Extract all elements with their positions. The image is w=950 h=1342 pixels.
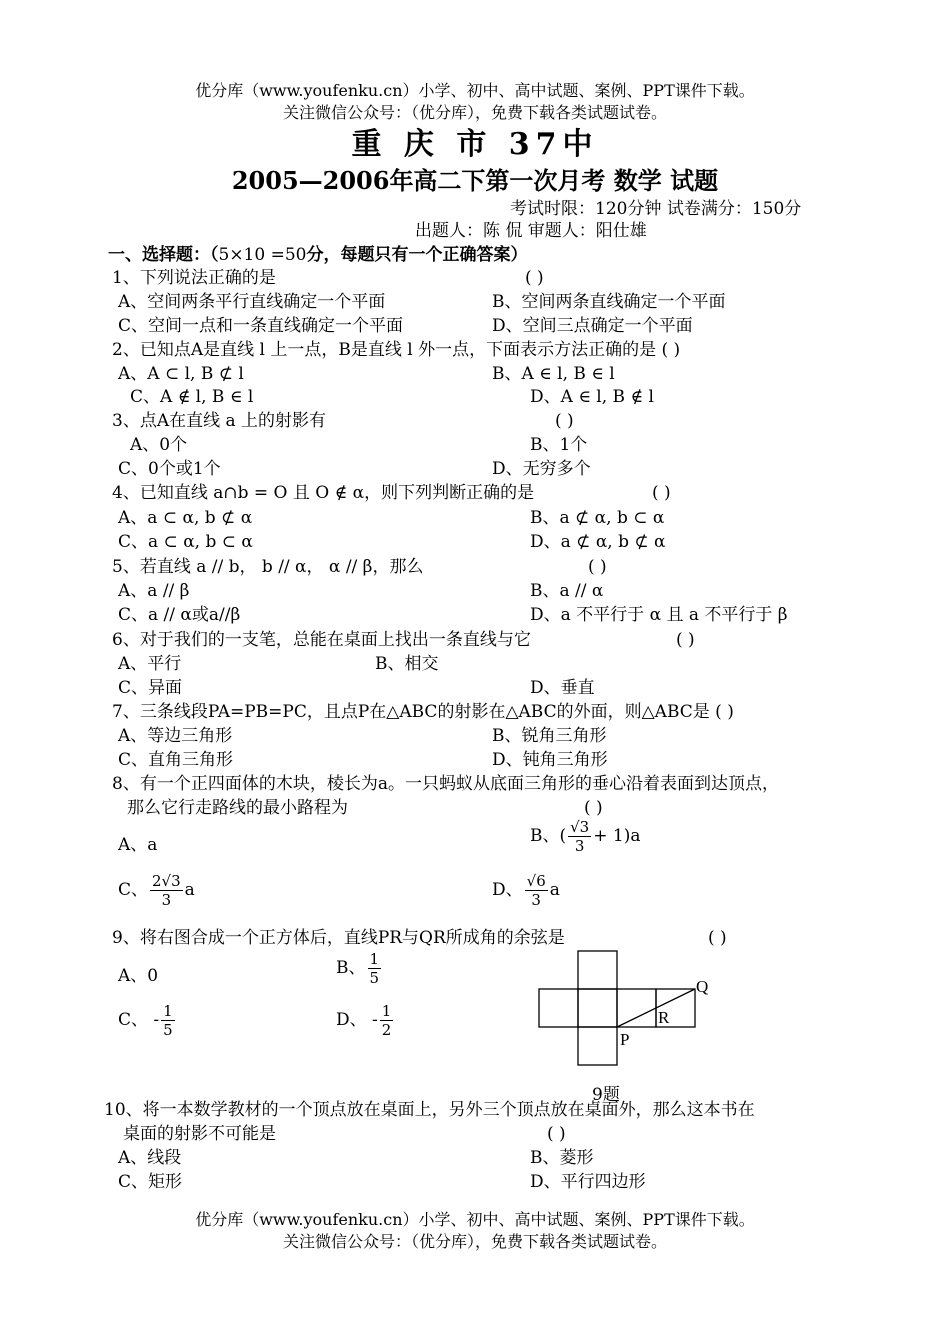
q8-option-b	[530, 818, 640, 855]
q8-option-d	[492, 872, 560, 909]
q3-stem: 3、点A在直线 a 上的射影有	[112, 411, 327, 431]
q8-option-a: A、a	[118, 835, 158, 855]
q8-d-label: D、	[492, 880, 523, 900]
q8-b-tail: + 1)a	[593, 826, 641, 846]
q8-answer-paren: ( )	[584, 798, 603, 818]
q4-b-label: B、	[530, 508, 560, 528]
footer-line-1: 优分库（www.youfenku.cn）小学、初中、高中试题、案例、PPT课件下载。	[195, 1210, 755, 1229]
q1-option-c: C、空间一点和一条直线确定一个平面	[118, 316, 404, 336]
q3-answer-paren: ( )	[555, 411, 574, 431]
q1-option-a: A、空间两条平行直线确定一个平面	[118, 292, 386, 312]
q8-d-fraction	[525, 872, 548, 909]
q5-a-label: A、	[118, 581, 148, 601]
q8-d-num: √6	[526, 872, 546, 890]
q4-a-math: a ⊂ α, b ⊄ α	[147, 508, 253, 528]
label-p: P	[620, 1030, 630, 1049]
q3-option-c: C、0个或1个	[118, 459, 221, 479]
q8-c-den: 3	[161, 891, 172, 909]
q8-stem-line-2: 那么它行走路线的最小路程为	[127, 798, 348, 818]
q2-stem: 2、已知点A是直线 l 上一点，B是直线 l 外一点，下面表示方法正确的是 ( )	[112, 340, 681, 360]
q6-option-b: B、相交	[375, 654, 439, 674]
q4-option-a	[118, 507, 252, 529]
q8-d-tail: a	[549, 880, 560, 900]
q9-d-label: D、 -	[336, 1010, 378, 1030]
q4-option-b	[530, 507, 664, 529]
q6-answer-paren: ( )	[676, 630, 695, 650]
q4-stem: 4、已知直线 a∩b = O 且 O ∉ α，则下列判断正确的是	[112, 483, 535, 503]
q8-stem-line-1: 8、有一个正四面体的木块，棱长为a。一只蚂蚁从底面三角形的垂心沿着表面到达顶点，	[112, 774, 779, 794]
q4-a-label: A、	[118, 508, 148, 528]
q2-d-math: A ∈ l, B ∉ l	[560, 387, 654, 407]
q5-b-math: a // α	[559, 581, 604, 601]
label-r: R	[658, 1008, 670, 1027]
q4-answer-paren: ( )	[652, 483, 671, 503]
q1-answer-paren: ( )	[525, 268, 544, 288]
q9-b-label: B、	[336, 958, 366, 978]
q5-b-label: B、	[530, 581, 560, 601]
footer-line-2: 关注微信公众号：（优分库），免费下载各类试题试卷。	[282, 1232, 667, 1251]
q2-option-d	[530, 386, 654, 408]
section-heading-score: 5×10 =50	[218, 245, 307, 265]
q2-option-c	[130, 386, 253, 408]
q4-c-label: C、	[118, 532, 149, 552]
q10-stem-line-2: 桌面的射影不可能是	[123, 1124, 276, 1144]
q8-c-num: 2√3	[152, 872, 181, 890]
header-line-1: 优分库（www.youfenku.cn）小学、初中、高中试题、案例、PPT课件下载。	[195, 81, 755, 100]
q10-stem-line-1: 10、将一本数学教材的一个顶点放在桌面上，另外三个顶点放在桌面外，那么这本书在	[104, 1100, 755, 1120]
q2-b-math: A ∈ l, B ∈ l	[521, 364, 615, 384]
q4-d-label: D、	[530, 532, 561, 552]
section-heading	[108, 244, 527, 266]
q2-c-math: A ∉ l, B ∈ l	[160, 387, 254, 407]
exam-meta: 考试时限：120分钟 试卷满分：150分	[510, 199, 802, 219]
q9-d-fraction	[380, 1002, 394, 1039]
net-square-top	[578, 951, 617, 989]
q10-answer-paren: ( )	[547, 1124, 566, 1144]
q8-c-fraction	[150, 872, 183, 909]
q1-option-b: B、空间两条直线确定一个平面	[492, 292, 726, 312]
q10-option-d: D、平行四边形	[530, 1172, 646, 1192]
q5-a-math: a // β	[147, 581, 190, 601]
q9-figure-caption: 9题	[592, 1085, 620, 1105]
q5-option-d: D、a 不平行于 α 且 a 不平行于 β	[530, 605, 788, 625]
q2-a-label: A、	[118, 364, 148, 384]
q10-option-c: C、矩形	[118, 1172, 183, 1192]
q6-option-a: A、平行	[118, 654, 182, 674]
q9-option-a: A、0	[118, 966, 159, 986]
net-square-right-1	[617, 989, 656, 1027]
q7-option-c: C、直角三角形	[118, 750, 234, 770]
q4-c-math: a ⊂ α, b ⊂ α	[148, 532, 253, 552]
q9-d-den: 2	[381, 1021, 392, 1039]
q9-b-num: 1	[369, 950, 380, 968]
q9-option-c	[118, 1002, 177, 1039]
q3-option-a: A、0个	[130, 435, 188, 455]
q5-c-math: a // α或a//β	[148, 605, 241, 625]
q9-option-d	[336, 1002, 395, 1039]
q9-d-num: 1	[381, 1002, 392, 1020]
q5-c-label: C、	[118, 605, 149, 625]
section-heading-prefix: 一、选择题：（	[108, 245, 219, 265]
q2-option-b	[492, 363, 615, 385]
q8-b-fraction	[568, 818, 591, 855]
q7-option-a: A、等边三角形	[118, 726, 233, 746]
q3-option-b: B、1个	[530, 435, 588, 455]
q7-stem: 7、三条线段PA=PB=PC，且点P在△ABC的射影在△ABC的外面，则△ABC是 ( )	[112, 702, 734, 722]
q9-c-den: 5	[163, 1021, 173, 1039]
q9-b-fraction	[368, 950, 382, 987]
cube-net-figure	[530, 945, 720, 1105]
q8-c-tail: a	[184, 880, 195, 900]
q9-c-label: C、 -	[118, 1010, 160, 1030]
q1-option-d: D、空间三点确定一个平面	[492, 316, 693, 336]
q5-option-a	[118, 580, 190, 602]
q7-option-d: D、钝角三角形	[492, 750, 608, 770]
q6-option-c: C、异面	[118, 678, 183, 698]
net-square-left	[539, 989, 578, 1027]
q6-option-d: D、垂直	[530, 678, 595, 698]
q1-stem: 1、下列说法正确的是	[112, 268, 276, 288]
q5-stem: 5、若直线 a // b， b // α， α // β，那么	[112, 557, 424, 577]
header-line-2: 关注微信公众号：（优分库），免费下载各类试题试卷。	[282, 103, 667, 122]
q4-option-c	[118, 531, 253, 553]
q10-option-a: A、线段	[118, 1148, 182, 1168]
q8-b-den: 3	[574, 837, 585, 855]
q5-option-b	[530, 580, 603, 602]
school-title: 重 庆 市 37中	[351, 127, 599, 162]
q9-answer-paren: ( )	[708, 928, 727, 948]
q10-option-b: B、菱形	[530, 1148, 594, 1168]
q9-c-fraction	[161, 1002, 175, 1039]
q9-b-den: 5	[369, 969, 380, 987]
q2-b-label: B、	[492, 364, 522, 384]
q6-stem: 6、对于我们的一支笔，总能在桌面上找出一条直线与它	[112, 630, 531, 650]
q4-option-d	[530, 531, 666, 553]
q5-answer-paren: ( )	[588, 557, 607, 577]
q2-c-label: C、	[130, 387, 161, 407]
q9-stem: 9、将右图合成一个正方体后，直线PR与QR所成角的余弦是	[112, 928, 565, 948]
q7-option-b: B、锐角三角形	[492, 726, 607, 746]
q9-c-num: 1	[163, 1002, 173, 1020]
q4-d-math: a ⊄ α, b ⊄ α	[560, 532, 666, 552]
q4-b-math: a ⊄ α, b ⊂ α	[559, 508, 665, 528]
net-square-bottom	[578, 1027, 617, 1065]
q8-d-den: 3	[531, 891, 541, 909]
q2-d-label: D、	[530, 387, 561, 407]
q2-option-a	[118, 363, 244, 385]
label-q: Q	[696, 977, 709, 996]
q9-option-b	[336, 950, 383, 987]
q5-option-c	[118, 604, 240, 626]
section-heading-suffix: 分，每题只有一个正确答案）	[306, 245, 528, 265]
exam-title: 2005—2006年高二下第一次月考 数学 试题	[231, 166, 719, 195]
q3-option-d: D、无穷多个	[492, 459, 591, 479]
exam-authors: 出题人：陈 侃 审题人：阳仕雄	[415, 221, 647, 241]
q8-b-label: B、(	[530, 826, 567, 846]
q8-option-c	[118, 872, 195, 909]
q2-a-math: A ⊂ l, B ⊄ l	[147, 364, 244, 384]
q8-b-num: √3	[570, 818, 590, 836]
net-square-center	[578, 989, 617, 1027]
q8-c-label: C、	[118, 880, 149, 900]
